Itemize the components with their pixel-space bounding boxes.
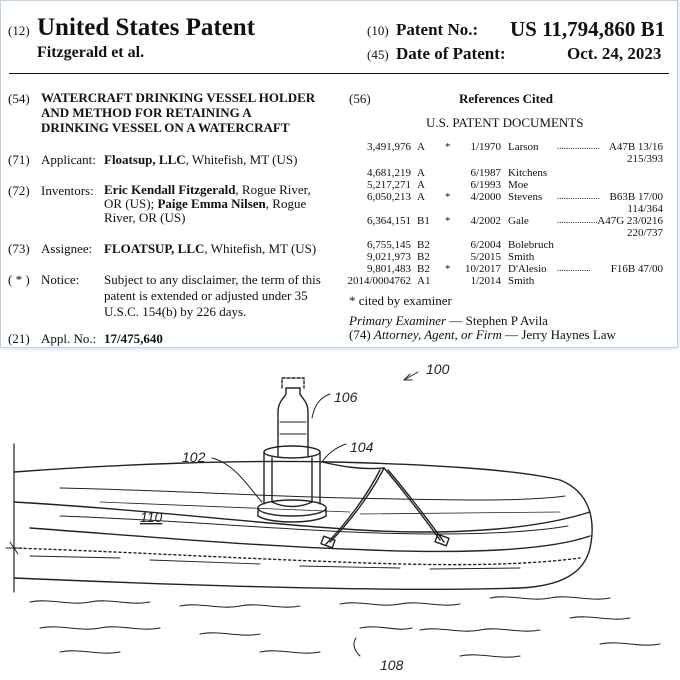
code-12: (12)	[8, 23, 30, 38]
inventor-2-location: , Rogue	[265, 196, 307, 211]
inventor-line-3: River, OR (US)	[104, 210, 186, 225]
date-label: Date of Patent:	[396, 44, 506, 63]
inventor-line-2: OR (US);	[104, 196, 158, 211]
code-10: (10)	[367, 23, 389, 38]
invention-title-line: AND METHOD FOR RETAINING A	[41, 105, 252, 120]
reference-date: 6/1987	[470, 167, 501, 179]
reference-name: Kitchens	[508, 167, 548, 179]
reference-kind: A1	[417, 275, 431, 287]
code-notice: ( * )	[8, 272, 30, 287]
references-heading: References Cited	[459, 91, 553, 106]
notice-line: Subject to any disclaimer, the term of this	[104, 272, 321, 287]
examiner-separator: —	[446, 313, 466, 328]
reference-dots: ...................	[557, 141, 600, 151]
reference-dots: ...............	[557, 263, 591, 273]
code-71: (71)	[8, 152, 30, 167]
reference-dots: ..................	[557, 215, 598, 225]
ref-numeral-104: 104	[350, 439, 374, 455]
patent-date: Oct. 24, 2023	[567, 44, 662, 63]
code-74: (74)	[349, 327, 371, 342]
reference-date: 1/2014	[470, 275, 501, 287]
reference-date: 6/1993	[470, 179, 501, 191]
reference-date: 1/1970	[470, 141, 501, 153]
reference-name: Gale	[508, 215, 529, 227]
reference-row	[1, 215, 677, 229]
reference-name: D'Alesio	[508, 263, 547, 275]
reference-kind: A	[417, 179, 425, 191]
reference-number: 6,050,213	[367, 191, 411, 203]
patent-title-header: United States Patent	[37, 14, 256, 41]
reference-name: Larson	[508, 141, 539, 153]
notice-line: patent is extended or adjusted under 35	[104, 288, 308, 303]
inventor-2: Paige Emma Nilsen	[157, 196, 266, 211]
bungee-drawing	[321, 462, 449, 548]
assignee-label: Assignee:	[41, 241, 93, 256]
reference-number: 6,364,151	[367, 215, 411, 227]
reference-class: F16B 47/00	[610, 263, 663, 275]
reference-date: 4/2000	[470, 191, 501, 203]
reference-dots: ...................	[557, 191, 600, 201]
reference-number: 9,801,483	[367, 263, 411, 275]
reference-class: A47B 13/16	[608, 141, 663, 153]
code-54: (54)	[8, 91, 30, 106]
invention-title-line: WATERCRAFT DRINKING VESSEL HOLDER	[41, 90, 316, 105]
ref-numeral-108: 108	[380, 657, 404, 673]
reference-name: Moe	[508, 179, 529, 191]
reference-kind: B2	[417, 263, 430, 275]
reference-date: 10/2017	[464, 263, 501, 275]
examiner-name: Stephen P Avila	[465, 313, 548, 328]
patent-no-label: Patent No.:	[396, 20, 479, 39]
reference-number: 5,217,271	[367, 179, 411, 191]
patent-figure	[0, 352, 680, 680]
reference-kind: A	[417, 141, 425, 153]
reference-kind: B2	[417, 251, 430, 263]
inventor-1-location: , Rogue River,	[235, 182, 311, 197]
attorney-label: Attorney, Agent, or Firm	[373, 327, 502, 342]
code-72: (72)	[8, 183, 30, 198]
applicant-name: Floatsup, LLC	[104, 152, 186, 167]
assignee-location: , Whitefish, MT (US)	[204, 241, 317, 256]
code-56: (56)	[349, 91, 371, 106]
notice-line: U.S.C. 154(b) by 226 days.	[104, 304, 247, 319]
code-21: (21)	[8, 331, 30, 346]
reference-number: 6,755,145	[367, 239, 411, 251]
reference-name: Stevens	[508, 191, 543, 203]
notice-label: Notice:	[41, 272, 80, 287]
reference-number: 4,681,219	[367, 167, 411, 179]
assignee-name: FLOATSUP, LLC	[104, 241, 205, 256]
ref-numeral-102: 102	[182, 449, 206, 465]
ref-numeral-100: 100	[426, 361, 450, 377]
paddleboard-drawing	[6, 444, 592, 592]
attorney-separator: —	[501, 327, 522, 342]
reference-class-secondary: 215/393	[626, 153, 663, 165]
reference-name: Bolebruch	[508, 239, 554, 251]
reference-star: *	[445, 191, 451, 203]
reference-class-secondary: 114/364	[627, 203, 663, 215]
inventors-label: Inventors:	[41, 183, 94, 198]
reference-kind: A	[417, 191, 425, 203]
reference-kind: B1	[417, 215, 430, 227]
reference-class-secondary: 220/737	[626, 227, 663, 239]
reference-star: *	[445, 263, 451, 275]
inventors-short: Fitzgerald et al.	[37, 44, 145, 61]
reference-star: *	[445, 215, 451, 227]
reference-star: *	[445, 141, 451, 153]
applicant-location: , Whitefish, MT (US)	[185, 152, 298, 167]
invention-title-line: DRINKING VESSEL ON A WATERCRAFT	[41, 120, 290, 135]
code-73: (73)	[8, 241, 30, 256]
reference-date: 4/2002	[470, 215, 501, 227]
bottle-drawing	[278, 378, 308, 456]
reference-row	[1, 141, 677, 155]
appl-number: 17/475,640	[104, 331, 163, 346]
reference-number: 2014/0004762	[347, 275, 411, 287]
ref-numeral-110: 110	[140, 509, 163, 525]
attorney-line	[349, 327, 616, 343]
code-45: (45)	[367, 47, 389, 62]
header-rule	[9, 73, 669, 74]
reference-name: Smith	[508, 251, 535, 263]
reference-date: 5/2015	[470, 251, 501, 263]
appl-label: Appl. No.:	[41, 331, 97, 346]
reference-number: 3,491,976	[367, 141, 411, 153]
invention-title	[41, 90, 315, 135]
us-patent-documents-heading: U.S. PATENT DOCUMENTS	[426, 115, 584, 130]
reference-class: B63B 17/00	[609, 191, 663, 203]
patent-number: US 11,794,860 B1	[510, 17, 666, 41]
reference-row	[1, 191, 677, 205]
reference-name: Smith	[508, 275, 535, 287]
reference-row	[1, 275, 677, 289]
reference-kind: A	[417, 167, 425, 179]
examiner-label: Primary Examiner	[349, 313, 447, 328]
reference-date: 6/2004	[470, 239, 501, 251]
ref-numeral-106: 106	[334, 389, 358, 405]
reference-class: A47G 23/0216	[597, 215, 663, 227]
attorney-name: Jerry Haynes Law	[521, 327, 616, 342]
inventor-1: Eric Kendall Fitzgerald	[104, 182, 236, 197]
reference-number: 9,021,973	[367, 251, 411, 263]
applicant-label: Applicant:	[41, 152, 96, 167]
water-drawing	[30, 597, 660, 657]
cited-by-examiner-note: * cited by examiner	[349, 293, 452, 308]
reference-kind: B2	[417, 239, 430, 251]
